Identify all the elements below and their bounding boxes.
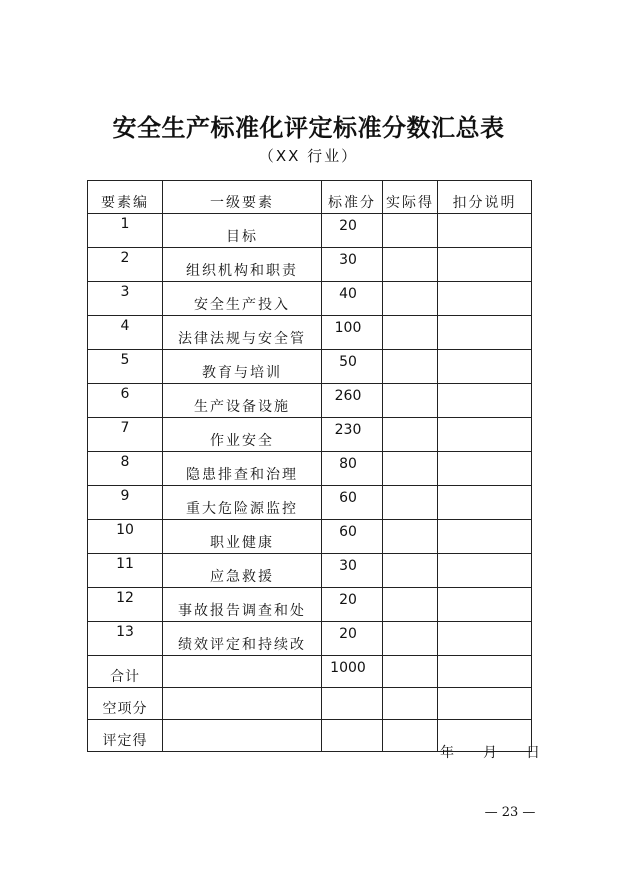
deduction-notes <box>438 350 532 384</box>
deduction-notes <box>438 622 532 656</box>
element-name: 重大危险源监控 <box>163 486 322 520</box>
cell-empty <box>163 720 322 752</box>
actual-score <box>383 486 438 520</box>
deduction-notes <box>438 418 532 452</box>
table-row <box>88 282 532 316</box>
total-label: 合计 <box>88 656 163 688</box>
element-name: 安全生产投入 <box>163 282 322 316</box>
element-number: 13 <box>88 622 163 656</box>
element-name: 绩效评定和持续改 <box>163 622 322 656</box>
rating-label: 评定得 <box>88 720 163 752</box>
actual-score <box>383 418 438 452</box>
standard-score: 60 <box>322 520 383 554</box>
actual-score <box>383 520 438 554</box>
table-row <box>88 554 532 588</box>
actual-score <box>383 622 438 656</box>
standard-score: 80 <box>322 452 383 486</box>
cell-empty <box>383 720 438 752</box>
actual-score <box>383 282 438 316</box>
standard-score: 230 <box>322 418 383 452</box>
element-name: 生产设备设施 <box>163 384 322 418</box>
element-number: 12 <box>88 588 163 622</box>
element-name: 组织机构和职责 <box>163 248 322 282</box>
deduction-notes <box>438 452 532 486</box>
table-row <box>88 486 532 520</box>
actual-score <box>383 384 438 418</box>
standard-score: 30 <box>322 554 383 588</box>
element-name: 目标 <box>163 214 322 248</box>
total-value: 1000 <box>322 656 383 688</box>
header-primary-element: 一级要素 <box>163 181 322 214</box>
actual-score <box>383 248 438 282</box>
table-row <box>88 350 532 384</box>
standard-score: 50 <box>322 350 383 384</box>
cell-empty <box>383 688 438 720</box>
standard-score: 40 <box>322 282 383 316</box>
deduction-notes <box>438 520 532 554</box>
actual-score <box>383 316 438 350</box>
standard-score: 20 <box>322 622 383 656</box>
cell-empty <box>322 688 383 720</box>
table-row <box>88 248 532 282</box>
actual-score <box>383 350 438 384</box>
standard-score: 60 <box>322 486 383 520</box>
table-row <box>88 452 532 486</box>
cell-empty <box>383 656 438 688</box>
element-name: 应急救援 <box>163 554 322 588</box>
table-row <box>88 214 532 248</box>
empty-items-row <box>88 688 532 720</box>
deduction-notes <box>438 384 532 418</box>
element-number: 6 <box>88 384 163 418</box>
table-row <box>88 588 532 622</box>
element-name: 作业安全 <box>163 418 322 452</box>
actual-score <box>383 452 438 486</box>
standard-score: 100 <box>322 316 383 350</box>
element-number: 2 <box>88 248 163 282</box>
element-name: 事故报告调查和处 <box>163 588 322 622</box>
deduction-notes <box>438 486 532 520</box>
actual-score <box>383 214 438 248</box>
date-year: 年 <box>440 745 454 761</box>
rating-row <box>88 720 532 752</box>
empty-items-label: 空项分 <box>88 688 163 720</box>
actual-score <box>383 588 438 622</box>
table-row <box>88 316 532 350</box>
header-element-number: 要素编 <box>88 181 163 214</box>
table-row <box>88 384 532 418</box>
actual-score <box>383 554 438 588</box>
element-number: 10 <box>88 520 163 554</box>
deduction-notes <box>438 316 532 350</box>
element-number: 1 <box>88 214 163 248</box>
cell-empty <box>438 688 532 720</box>
document-title: 安全生产标准化评定标准分数汇总表 <box>112 113 505 142</box>
standard-score: 260 <box>322 384 383 418</box>
cell-empty <box>163 688 322 720</box>
deduction-notes <box>438 248 532 282</box>
element-number: 5 <box>88 350 163 384</box>
element-number: 9 <box>88 486 163 520</box>
cell-empty <box>438 656 532 688</box>
deduction-notes <box>438 214 532 248</box>
date-month: 月 <box>483 745 497 761</box>
total-row <box>88 656 532 688</box>
element-name: 隐患排查和治理 <box>163 452 322 486</box>
header-standard-score: 标准分 <box>322 181 383 214</box>
element-number: 11 <box>88 554 163 588</box>
standard-score: 20 <box>322 588 383 622</box>
cell-empty <box>322 720 383 752</box>
standard-score: 30 <box>322 248 383 282</box>
score-summary-table <box>87 180 532 752</box>
deduction-notes <box>438 588 532 622</box>
deduction-notes <box>438 554 532 588</box>
table-row <box>88 418 532 452</box>
table-row <box>88 520 532 554</box>
element-name: 职业健康 <box>163 520 322 554</box>
cell-empty <box>163 656 322 688</box>
element-number: 8 <box>88 452 163 486</box>
deduction-notes <box>438 282 532 316</box>
document-subtitle: （XX 行业） <box>258 147 359 165</box>
element-name: 法律法规与安全管 <box>163 316 322 350</box>
date-day: 日 <box>526 745 540 761</box>
element-number: 3 <box>88 282 163 316</box>
element-number: 4 <box>88 316 163 350</box>
standard-score: 20 <box>322 214 383 248</box>
element-number: 7 <box>88 418 163 452</box>
table-header-row <box>88 181 532 214</box>
header-deduction-notes: 扣分说明 <box>438 181 532 214</box>
element-name: 教育与培训 <box>163 350 322 384</box>
header-actual-score: 实际得 <box>383 181 438 214</box>
page-number: — 23 — <box>484 805 536 820</box>
table-row <box>88 622 532 656</box>
